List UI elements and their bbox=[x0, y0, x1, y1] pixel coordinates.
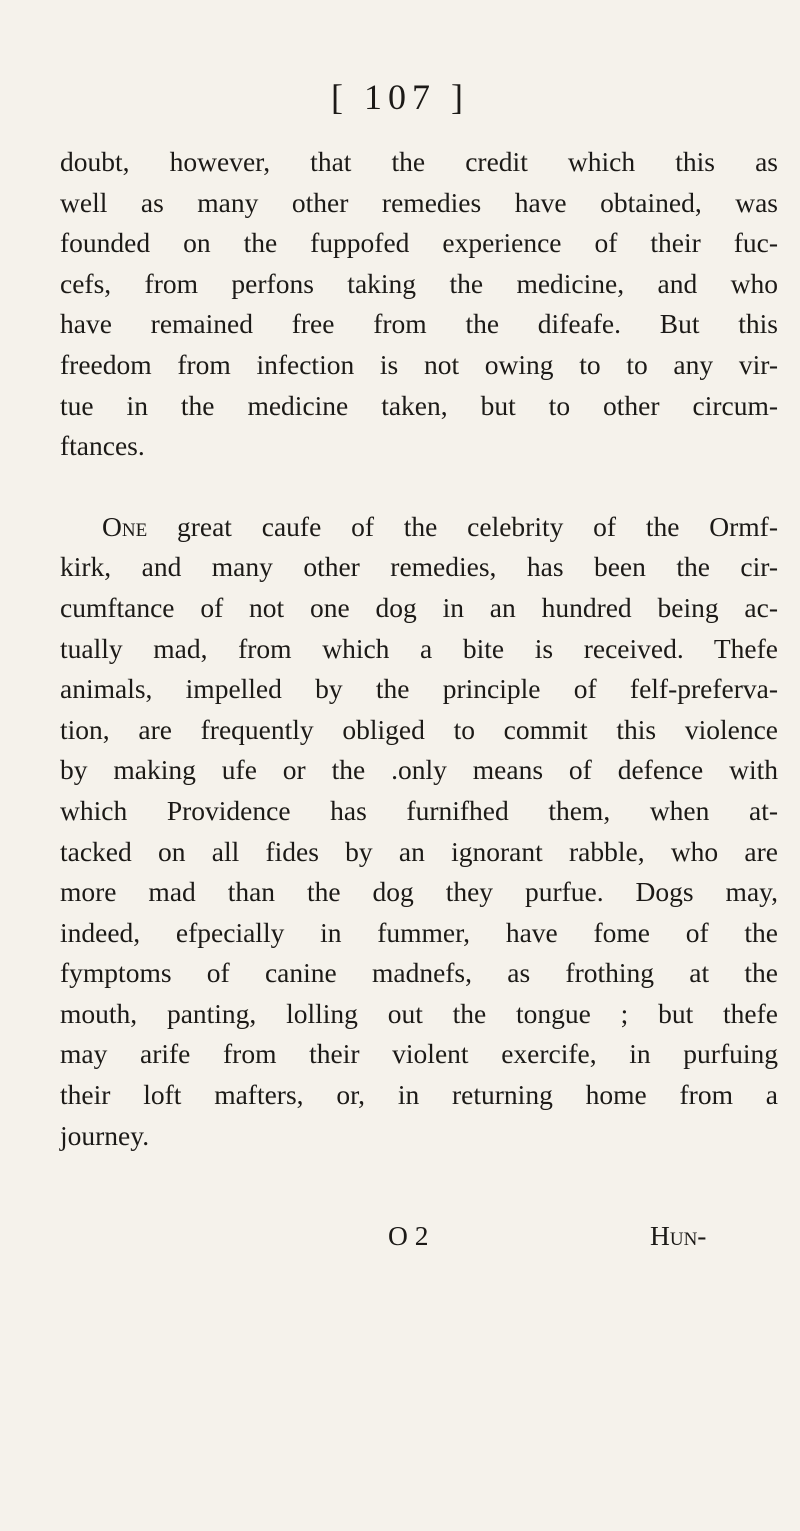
text-line: tion, are frequently obliged to commit this violence bbox=[60, 713, 778, 745]
text-line: tually mad, from which a bite is received. Thefe bbox=[60, 632, 778, 664]
signature-mark: O 2 bbox=[388, 1220, 429, 1251]
page-number: [ 107 ] bbox=[331, 77, 469, 117]
text-line: mouth, panting, lolling out the tongue ; but thefe bbox=[60, 997, 778, 1029]
text-line-rest: great caufe of the celebrity of the Ormf- bbox=[147, 510, 778, 542]
text-line: have remained free from the difeafe. But this bbox=[60, 308, 778, 340]
text-line: ftances. bbox=[60, 430, 145, 462]
paragraph-gap bbox=[60, 467, 778, 507]
text-line: tacked on all fides by an ignorant rabble, who are bbox=[60, 835, 778, 867]
text-line: freedom from infection is not owing to to any vir- bbox=[60, 348, 778, 380]
text-line: journey. bbox=[60, 1119, 150, 1151]
text-line: tue in the medicine taken, but to other circum- bbox=[60, 389, 778, 421]
catchword: Hun- bbox=[650, 1220, 707, 1251]
text-line: more mad than the dog they purfue. Dogs may, bbox=[60, 876, 778, 908]
paragraph-2 bbox=[60, 507, 778, 1157]
text-line-first bbox=[60, 507, 778, 548]
text-line: indeed, efpecially in fummer, have fome of the bbox=[60, 916, 778, 948]
text-line: cumftance of not one dog in an hundred being ac- bbox=[60, 591, 778, 623]
text-line: well as many other remedies have obtained, was bbox=[60, 186, 778, 218]
text-line: fymptoms of canine madnefs, as frothing at the bbox=[60, 957, 778, 989]
text-line: may arife from their violent exercife, in purfuing bbox=[60, 1038, 778, 1070]
body-text bbox=[60, 142, 778, 1156]
text-line: doubt, however, that the credit which this as bbox=[60, 146, 778, 177]
text-line: their loft mafters, or, in returning home from a bbox=[60, 1079, 778, 1111]
lead-word: One bbox=[102, 510, 148, 542]
text-line: which Providence has furnifhed them, when at- bbox=[60, 794, 778, 826]
text-line: animals, impelled by the principle of felf-preferva- bbox=[60, 673, 778, 705]
text-line: founded on the fuppofed experience of their fuc- bbox=[60, 227, 778, 259]
text-line: cefs, from perfons taking the medicine, and who bbox=[60, 267, 778, 299]
text-line: by making ufe or the .only means of defence with bbox=[60, 754, 778, 786]
text-line: kirk, and many other remedies, has been the cir- bbox=[60, 551, 778, 583]
paragraph-1 bbox=[60, 142, 778, 467]
